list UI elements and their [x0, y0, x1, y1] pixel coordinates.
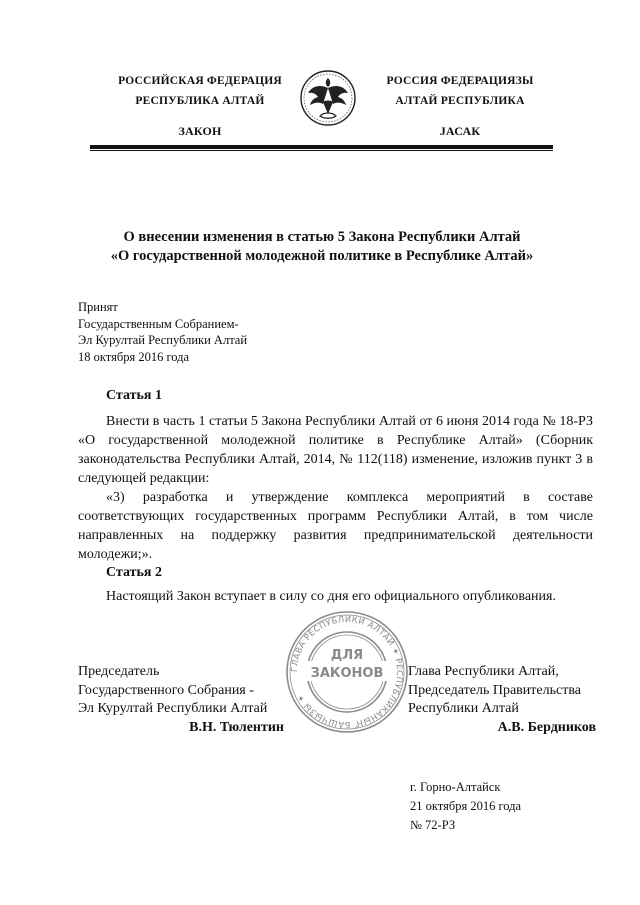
header-right-republic: АЛТАЙ РЕСПУБЛИКА: [395, 95, 525, 107]
header-right-law: JАСАК: [439, 124, 481, 138]
stamp-ring-text: ГЛАВА РЕСПУБЛИКИ АЛТАЙ ✦ РЕСПУБЛИКАНЫҤ БАШЧЫЗЫ ✦: [288, 613, 406, 731]
article1-heading: Статья 1: [106, 388, 162, 403]
signature-right: [408, 663, 608, 737]
signature-right-line2: Председатель Правительства: [408, 682, 581, 698]
adoption-line3: Эл Курултай Республики Алтай: [78, 333, 248, 347]
adoption-line1: Принят: [78, 300, 118, 314]
header-right-country: РОССИЯ ФЕДЕРАЦИЯЗЫ: [386, 75, 534, 87]
header-left-republic: РЕСПУБЛИКА АЛТАЙ: [135, 95, 265, 107]
header-divider-thin: [90, 150, 553, 151]
article2-heading: Статья 2: [106, 565, 162, 580]
adoption-line2: Государственным Собранием-: [78, 316, 239, 331]
signature-left-line1: Председатель: [78, 664, 160, 679]
signature-left: [78, 663, 288, 737]
footer-date: 21 октября 2016 года: [410, 799, 522, 813]
official-stamp: [284, 609, 410, 735]
document-title-line1: О внесении изменения в статью 5 Закона Республики Алтай: [123, 229, 521, 245]
adoption-note: [78, 299, 378, 365]
signature-left-line3: Эл Курултай Республики Алтай: [78, 701, 268, 716]
header-left-country: РОССИЙСКАЯ ФЕДЕРАЦИЯ: [118, 75, 282, 87]
header-left-block: [100, 71, 300, 141]
footer-number: № 72-РЗ: [410, 818, 456, 832]
header-left-law: ЗАКОН: [178, 124, 222, 138]
signature-right-line1: Глава Республики Алтай,: [408, 664, 559, 679]
footer-city: г. Горно-Алтайск: [410, 780, 501, 794]
article2-paragraph1: Настоящий Закон вступает в силу со дня его официального опубликования.: [106, 589, 556, 604]
signature-left-name: В.Н. Тюлентин: [189, 719, 284, 735]
signature-left-line2: Государственного Собрания -: [78, 682, 254, 698]
stamp-center-line2: ЗАКОНОВ: [310, 666, 384, 681]
coat-of-arms-icon: [298, 66, 358, 130]
signature-right-name: А.В. Бердников: [497, 719, 596, 735]
article1-paragraph2: «3) разработка и утверждение комплекса мероприятий в составе соответствующих государственных программ Республики Алтай, в том числе направленных на поддержку развития предпринимательской деятельности молодежи;».: [78, 490, 593, 562]
adoption-date: 18 октября 2016 года: [78, 349, 190, 364]
header-divider-thick: [90, 145, 553, 149]
place-date-number: [410, 778, 521, 835]
document-title-line2: «О государственной молодежной политике в Республике Алтай»: [110, 248, 534, 264]
document-title: [80, 228, 564, 266]
signature-right-line3: Республики Алтай: [408, 701, 519, 716]
stamp-center-line1: ДЛЯ: [330, 648, 364, 663]
article1-paragraph1: Внести в часть 1 статьи 5 Закона Республики Алтай от 6 июня 2014 года № 18-РЗ «О государственной молодежной политике в Республике Алтай» (Сборник законодательства Республики Алтай, 2014, № 112(118) изменение, изложив пункт 3 в следующей редакции:: [78, 414, 593, 486]
header-right-block: [360, 71, 560, 141]
